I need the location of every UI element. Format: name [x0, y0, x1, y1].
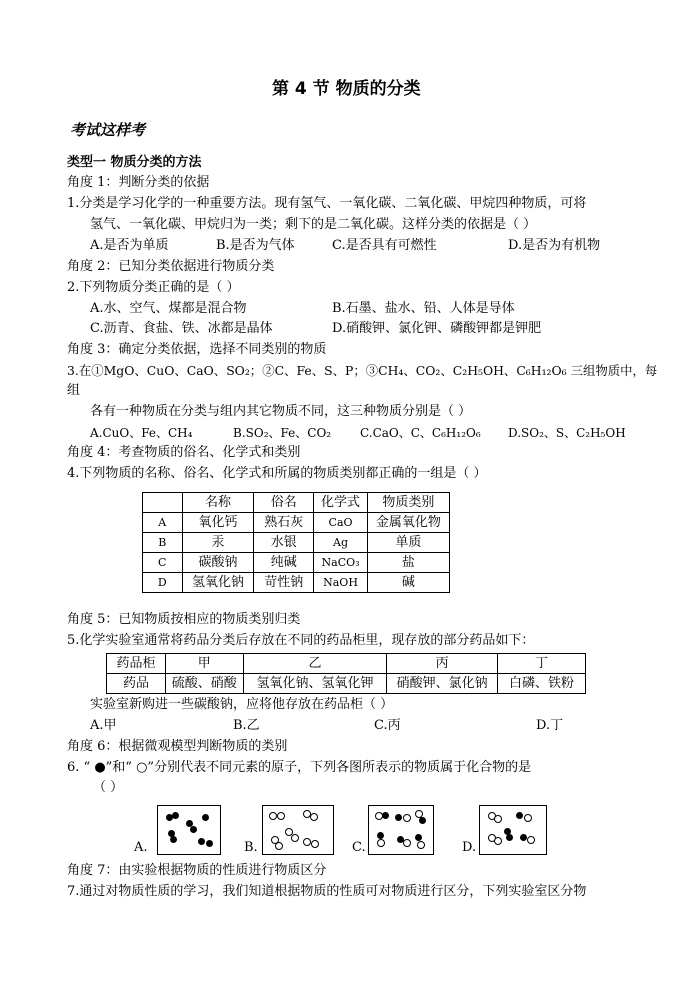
table-cell: CaO [314, 513, 368, 533]
q3-line2: 组 [67, 383, 81, 398]
table-cell [143, 493, 183, 513]
table-row [107, 654, 586, 674]
q3-line1: 3.在①MgO、CuO、CaO、SO₂；②C、Fe、S、P；③CH₄、CO₂、C₂H₅OH、C₆H₁₂O₆ 三组物质中，每 [67, 363, 658, 378]
q7-stem: 7.通过对物质性质的学习，我们知道根据物质的性质可对物质进行区分，下列实验室区分物 [67, 884, 587, 899]
diagram-label-b: B. [244, 840, 258, 855]
atom-white [403, 814, 411, 822]
table-cell: 盐 [367, 553, 449, 573]
q6-line2: （ ） [93, 780, 124, 795]
table-cell: Ag [314, 533, 368, 553]
table-cell: 硝酸钾、氯化钠 [387, 674, 498, 694]
table-cell: 汞 [182, 533, 254, 553]
q2-option-c: C.沥青、食盐、铁、冰都是晶体 [90, 321, 273, 336]
table-cell: D [143, 573, 183, 593]
q5-option-a: A.甲 [90, 718, 117, 733]
q3-option-c: C.CaO、C、C₆H₁₂O₆ [360, 426, 481, 440]
q5-table [106, 653, 586, 694]
atom-black [506, 834, 513, 841]
atom-white [291, 834, 299, 842]
angle-7: 角度 7：由实验根据物质的性质进行物质区分 [67, 863, 327, 878]
table-cell: 乙 [243, 654, 387, 674]
atom-white [527, 836, 535, 844]
table-cell: 氢氧化钠、氢氧化钾 [243, 674, 387, 694]
table-cell: 金属氧化物 [367, 513, 449, 533]
angle-3: 角度 3：确定分类依据，选择不同类别的物质 [67, 342, 327, 357]
table-cell: 药品柜 [107, 654, 166, 674]
atom-white [275, 842, 283, 850]
q5-option-d: D.丁 [536, 718, 564, 733]
q2-option-b: B.石墨、盐水、铅、人体是导体 [332, 301, 515, 316]
table-cell: 氧化钙 [182, 513, 254, 533]
q1-line1: 1.分类是学习化学的一种重要方法。现有氢气、一氧化碳、二氧化碳、甲烷四种物质，可将 [67, 196, 587, 211]
diagram-b [262, 805, 334, 855]
table-cell: 单质 [367, 533, 449, 553]
angle-5: 角度 5：已知物质按相应的物质类别归类 [67, 612, 301, 627]
atom-white [277, 812, 285, 820]
q1-option-b: B.是否为气体 [216, 238, 295, 253]
atom-black [395, 814, 402, 821]
diagram-d [479, 805, 547, 855]
atom-black [170, 836, 177, 843]
table-cell: B [143, 533, 183, 553]
table-cell: 氢氧化钠 [182, 573, 254, 593]
q4-stem: 4.下列物质的名称、俗名、化学式和所属的物质类别都正确的一组是（ ） [67, 466, 487, 481]
table-cell: 苛性钠 [254, 573, 314, 593]
table-row [107, 674, 586, 694]
atom-black [172, 812, 179, 819]
diagram-c [368, 805, 434, 855]
atom-black [419, 817, 426, 824]
diagram-label-c: C. [352, 840, 366, 855]
q5-option-c: C.丙 [374, 718, 401, 733]
table-cell: 白磷、铁粉 [498, 674, 586, 694]
atom-white [269, 812, 277, 820]
table-row [143, 533, 450, 553]
angle-6: 角度 6：根据微观模型判断物质的类别 [67, 739, 288, 754]
table-cell: 碳酸钠 [182, 553, 254, 573]
atom-white [403, 839, 411, 847]
atom-white [377, 839, 385, 847]
q1-option-c: C.是否具有可燃性 [332, 238, 437, 253]
atom-black [190, 826, 197, 833]
angle-1: 角度 1：判断分类的依据 [67, 175, 210, 190]
q3-option-a: A.CuO、Fe、CH₄ [90, 426, 193, 440]
atom-white [310, 813, 318, 821]
table-cell: 物质类别 [367, 493, 449, 513]
table-cell: 纯碱 [254, 553, 314, 573]
table-cell: 俗名 [254, 493, 314, 513]
table-row [143, 573, 450, 593]
atom-black [198, 838, 205, 845]
atom-black [377, 832, 384, 839]
atom-white [417, 841, 425, 849]
q3-line3: 各有一种物质在分类与组内其它物质不同，这三种物质分别是（ ） [90, 404, 472, 419]
table-cell: 丙 [387, 654, 498, 674]
table-row [143, 493, 450, 513]
table-cell: 药品 [107, 674, 166, 694]
atom-black [415, 834, 422, 841]
table-cell: A [143, 513, 183, 533]
atom-white [303, 838, 311, 846]
angle-4: 角度 4：考查物质的俗名、化学式和类别 [67, 445, 301, 460]
atom-white [494, 837, 502, 845]
q3-option-b: B.SO₂、Fe、CO₂ [233, 426, 332, 440]
table-cell: 碱 [367, 573, 449, 593]
q2-option-d: D.硝酸钾、氯化钾、磷酸钾都是钾肥 [332, 321, 542, 336]
table-cell: 水银 [254, 533, 314, 553]
q2-stem: 2.下列物质分类正确的是（ ） [67, 280, 240, 295]
diagram-label-a: A. [134, 840, 148, 855]
table-cell: NaOH [314, 573, 368, 593]
q3-option-d: D.SO₂、S、C₂H₅OH [508, 426, 626, 440]
atom-black [382, 812, 389, 819]
q1-option-d: D.是否为有机物 [508, 238, 601, 253]
q1-option-a: A.是否为单质 [90, 238, 169, 253]
table-cell: 名称 [182, 493, 254, 513]
q5-stem: 5.化学实验室通常将药品分类后存放在不同的药品柜里，现存放的部分药品如下： [67, 633, 535, 648]
atom-black [202, 814, 209, 821]
q2-option-a: A.水、空气、煤都是混合物 [90, 301, 247, 316]
table-row [143, 513, 450, 533]
diagram-a [157, 805, 221, 855]
diagram-label-d: D. [462, 840, 477, 855]
q1-line2: 氢气、一氧化碳、甲烷归为一类；剩下的是二氧化碳。这样分类的依据是（ ） [90, 217, 537, 232]
q6-line1: 6. “ ●”和“ ○”分别代表不同元素的原子，下列各图所表示的物质属于化合物的是 [67, 760, 532, 775]
table-cell: C [143, 553, 183, 573]
table-cell: 甲 [165, 654, 243, 674]
table-row [143, 553, 450, 573]
table-cell: 熟石灰 [254, 513, 314, 533]
atom-white [524, 814, 532, 822]
section-heading: 考试这样考 [70, 121, 146, 139]
table-cell: 硫酸、硝酸 [165, 674, 243, 694]
atom-black [206, 840, 213, 847]
q5-line2: 实验室新购进一些碳酸钠，应将他存放在药品柜（ ） [90, 697, 394, 712]
atom-white [311, 840, 319, 848]
atom-black [520, 834, 527, 841]
atom-white [494, 815, 502, 823]
q4-table [142, 492, 450, 593]
table-cell: 化学式 [314, 493, 368, 513]
type-heading: 类型一 物质分类的方法 [67, 155, 202, 170]
atom-black [516, 812, 523, 819]
page-title: 第 4 节 物质的分类 [272, 79, 421, 99]
table-cell: NaCO₃ [314, 553, 368, 573]
q5-option-b: B.乙 [233, 718, 260, 733]
angle-2: 角度 2：已知分类依据进行物质分类 [67, 259, 275, 274]
table-cell: 丁 [498, 654, 586, 674]
